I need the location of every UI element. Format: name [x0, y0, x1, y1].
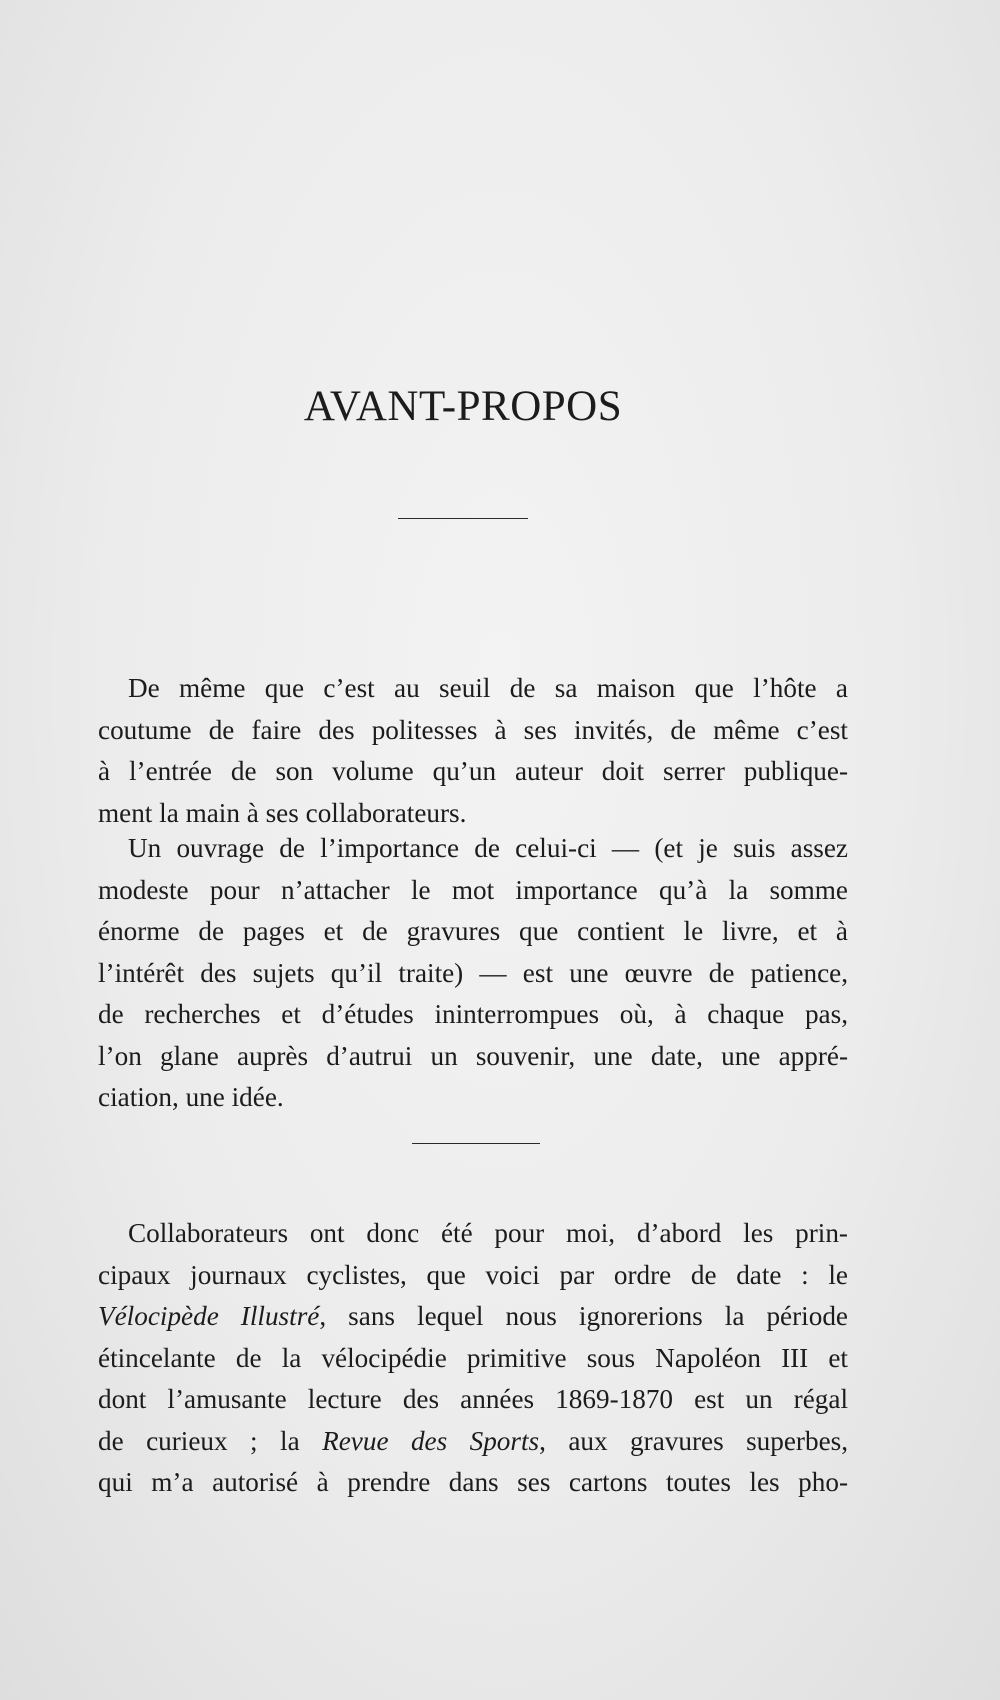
paragraph-3: [98, 1213, 848, 1504]
page-title: AVANT-PROPOS: [303, 383, 623, 430]
paragraph-line: modeste pour n’attacher le mot importance qu’à la somme: [98, 874, 848, 905]
paragraph-line: Collaborateurs ont donc été pour moi, d’abord les prin-: [128, 1218, 848, 1248]
paragraph-line: à l’entrée de son volume qu’un auteur doit serrer publique-: [98, 756, 848, 786]
paragraph-line: cipaux journaux cyclistes, que voici par ordre de date : le: [98, 1259, 848, 1290]
paragraph-line: De même que c’est au seuil de sa maison que l’hôte a: [128, 673, 848, 703]
paragraph-2: [98, 828, 848, 1119]
paragraph-line: l’intérêt des sujets qu’il traite) — est une œuvre de patience,: [98, 957, 848, 988]
paragraph-text: , sans lequel nous ignorerions la période: [319, 1301, 848, 1331]
paragraph-line: [98, 1296, 848, 1338]
paragraph-text: , aux gravures superbes,: [539, 1425, 849, 1456]
journal-title: Vélocipède Illustré: [98, 1301, 320, 1331]
paragraph-line: Un ouvrage de l’importance de celui-ci — (et je suis assez: [128, 833, 848, 863]
paragraph-line: énorme de pages et de gravures que contient le livre, et à: [98, 916, 848, 946]
paragraph-text: de curieux ; la: [98, 1425, 323, 1456]
section-divider: [412, 1143, 540, 1144]
paragraph-1: [98, 668, 848, 834]
paragraph-line: [98, 1421, 848, 1463]
journal-title: Revue des Sports: [322, 1425, 540, 1456]
paragraph-line: qui m’a autorisé à prendre dans ses cartons toutes les pho-: [98, 1467, 848, 1497]
paragraph-line: l’on glane auprès d’autrui un souvenir, une date, une appré-: [98, 1040, 848, 1071]
paragraph-line: étincelante de la vélocipédie primitive sous Napoléon III et: [98, 1342, 848, 1373]
paragraph-line: ciation, une idée.: [98, 1082, 284, 1112]
paragraph-line: dont l’amusante lecture des années 1869-1870 est un régal: [98, 1384, 848, 1414]
paragraph-line: de recherches et d’études ininterrompues où, à chaque pas,: [98, 999, 848, 1029]
title-divider: [398, 518, 528, 519]
paragraph-line: ment la main à ses collaborateurs.: [98, 797, 467, 828]
paragraph-line: coutume de faire des politesses à ses invités, de même c’est: [98, 714, 848, 745]
